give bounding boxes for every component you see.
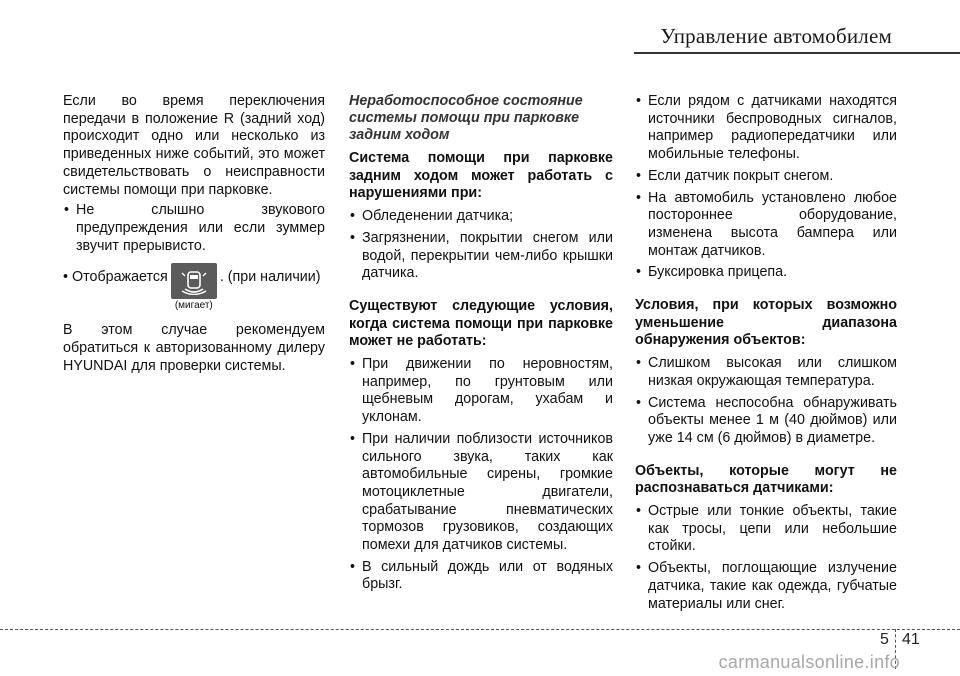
list-item-text: Объекты, поглощающие излучение датчика, такие как одежда, губчатые материалы или снег. xyxy=(648,560,897,612)
indicator-line xyxy=(63,269,325,312)
indicator-caption: (мигает) xyxy=(174,300,213,312)
list-item xyxy=(635,355,897,390)
page-number: 41 xyxy=(902,631,920,648)
list-item-text: Буксировка прицепа. xyxy=(648,264,788,281)
indicator-prefix: Отображается xyxy=(71,269,168,286)
indicator-box xyxy=(171,263,217,312)
list-item-text: На автомобиль установлено любое постороннее оборудование, изменена высота бампера или монтаж датчиков. xyxy=(648,189,897,259)
list-item-text: Не слышно звукового предупреждения или если зуммер звучит прерывисто. xyxy=(76,202,325,254)
list-item-text: При движении по неровностям, например, по грунтовым или щебневым дорогам, ухабам и уклонам. xyxy=(362,356,613,426)
bullet-dot: • xyxy=(636,167,642,184)
list-item xyxy=(635,264,897,282)
subheading: Условия, при которых возможно уменьшение диапазона обнаружения объектов: xyxy=(635,297,897,349)
bullet-dot: • xyxy=(64,202,70,219)
list-item-text: При наличии поблизости источников сильного звука, таких как автомобильные сирены, громкие мотоциклетные двигатели, срабатывание пневматических тормозов грузовиков, создающих помехи для датчиков системы. xyxy=(362,430,613,554)
list-item xyxy=(635,395,897,448)
bullet-dot: • xyxy=(636,355,642,372)
section-title: Неработоспособное состояние системы помощи при парковке задним ходом xyxy=(349,93,583,143)
bullet-dot: • xyxy=(350,229,356,246)
bullet-dot: • xyxy=(636,264,642,281)
list-item-text: Острые или тонкие объекты, такие как тросы, цепи или небольшие стойки. xyxy=(648,503,897,555)
list-item-text: Если рядом с датчиками находятся источники беспроводных сигналов, например радиопередатчики или мобильные телефоны. xyxy=(648,93,897,163)
intro-paragraph: Если во время переключения передачи в положение R (задний ход) происходит одно или несколько из приведенных ниже событий, это может свидетельствовать о неисправности системы помощи при парковке. xyxy=(63,93,325,198)
list-item xyxy=(349,559,613,594)
bullet-dot: • xyxy=(636,503,642,520)
spacer xyxy=(349,287,613,298)
list-item-text: Система неспособна обнаруживать объекты менее 1 м (40 дюймов) или уже 14 см (6 дюймов) в диаметре. xyxy=(648,394,897,446)
bullet-dot: • xyxy=(636,394,642,411)
list-item-text: Загрязнении, покрытии снегом или водой, перекрытии чем-либо крышки датчика. xyxy=(362,229,613,282)
page-header-title: Управление автомобилем xyxy=(660,24,892,48)
bullet-dot: • xyxy=(636,93,642,109)
bullet-dot: • xyxy=(350,356,356,373)
subheading: Существуют следующие условия, когда система помощи при парковке может не работать: xyxy=(349,297,613,350)
list-item-text: Если датчик покрыт снегом. xyxy=(648,167,834,184)
list-item xyxy=(63,202,325,255)
list-item-text: Слишком высокая или слишком низкая окружающая температура. xyxy=(648,355,897,389)
list-item xyxy=(349,356,613,427)
list-item-text: Обледенении датчика; xyxy=(362,208,514,225)
column-1 xyxy=(63,93,325,375)
bullet-dot: • xyxy=(350,430,356,447)
list-item xyxy=(635,190,897,261)
chapter-number: 5 xyxy=(880,631,889,648)
header-rule xyxy=(634,52,960,54)
list-item xyxy=(349,431,613,555)
bullet-dot: • xyxy=(350,558,356,575)
footer-rule xyxy=(0,629,960,630)
spacer xyxy=(635,286,897,297)
list-item-text: В сильный дождь или от водяных брызг. xyxy=(362,558,613,593)
bullet-dot: • xyxy=(636,189,642,206)
bullet-dot: • xyxy=(350,208,356,225)
list-item xyxy=(635,93,897,164)
list-item xyxy=(635,503,897,556)
bullet-dot: • xyxy=(636,560,642,577)
outro-paragraph: В этом случае рекомендуем обратиться к авторизованному дилеру HYUNDAI для проверки системы. xyxy=(63,322,325,374)
subheading: Система помощи при парковке задним ходом может работать с нарушениями при: xyxy=(349,150,613,202)
list-item xyxy=(635,168,897,186)
bullet-dot: • xyxy=(63,269,72,286)
spacer xyxy=(635,452,897,463)
list-item xyxy=(349,230,613,283)
list-item xyxy=(635,560,897,613)
indicator-suffix: . (при наличии) xyxy=(219,269,321,286)
parking-sensor-warning-icon xyxy=(171,263,217,299)
list-item xyxy=(349,208,613,226)
column-2 xyxy=(349,93,613,598)
column-3 xyxy=(635,93,897,617)
watermark: carmanualsonline.info xyxy=(718,652,900,672)
subheading: Объекты, которые могут не распознаваться датчиками: xyxy=(635,462,897,497)
